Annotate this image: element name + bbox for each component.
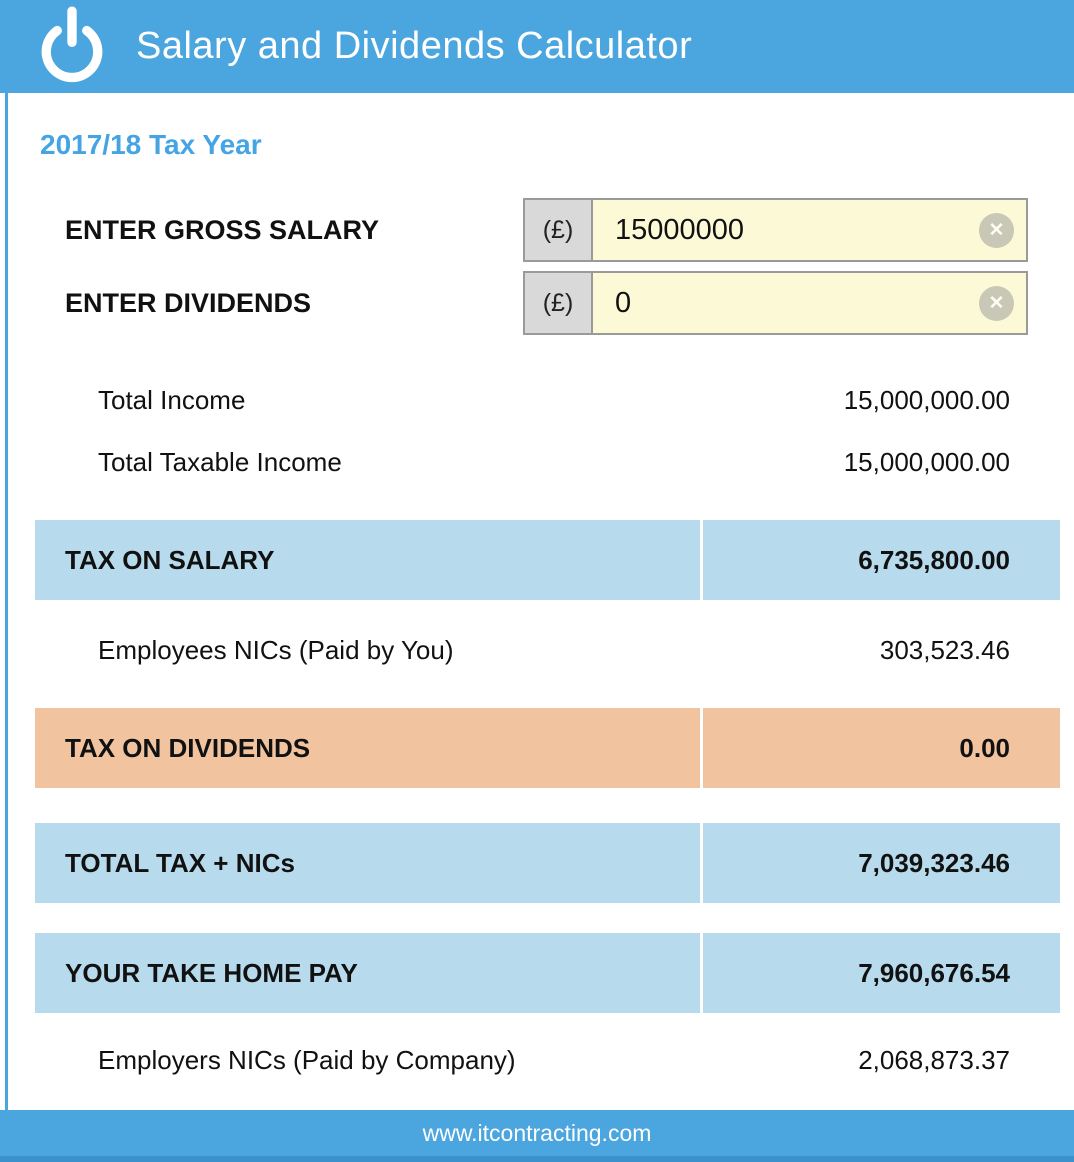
footer-bar <box>0 1110 1074 1162</box>
row-value: 7,960,676.54 <box>703 933 1060 1013</box>
dividends-label: ENTER DIVIDENDS <box>65 287 312 318</box>
dividends-input-group <box>523 271 1028 335</box>
row-value: 0.00 <box>703 708 1060 788</box>
tax-year-heading: 2017/18 Tax Year <box>40 129 262 160</box>
row-label: Employees NICs (Paid by You) <box>98 634 454 665</box>
tax-on-salary-row <box>35 520 1060 600</box>
clear-dividends-icon[interactable] <box>979 286 1014 321</box>
row-value: 303,523.46 <box>879 634 1010 665</box>
row-label: Total Income <box>98 384 246 415</box>
gross-salary-label: ENTER GROSS SALARY <box>65 214 380 245</box>
row-label: TAX ON DIVIDENDS <box>35 708 700 788</box>
total-tax-nics-row <box>35 823 1060 903</box>
dividends-input[interactable] <box>593 273 979 333</box>
row-label: Total Taxable Income <box>98 446 342 477</box>
app-header <box>0 0 1074 93</box>
footer-site-link[interactable]: www.itcontracting.com <box>422 1119 652 1146</box>
currency-prefix: (£) <box>525 200 593 260</box>
row-label: TOTAL TAX + NICs <box>35 823 700 903</box>
row-label: TAX ON SALARY <box>35 520 700 600</box>
gross-salary-input[interactable] <box>593 200 979 260</box>
tax-on-dividends-row <box>35 708 1060 788</box>
take-home-pay-row <box>35 933 1060 1013</box>
row-value: 6,735,800.00 <box>703 520 1060 600</box>
clear-icon-glyph: ✕ <box>988 292 1005 314</box>
row-value: 2,068,873.37 <box>858 1044 1010 1075</box>
total-taxable-income-row <box>35 431 1060 493</box>
row-label: Employers NICs (Paid by Company) <box>98 1044 516 1075</box>
content-left-border <box>5 93 8 1110</box>
calculator-body <box>0 131 1074 1091</box>
employees-nics-row <box>35 619 1060 681</box>
row-label: YOUR TAKE HOME PAY <box>35 933 700 1013</box>
page-title: Salary and Dividends Calculator <box>136 25 693 67</box>
total-income-row <box>35 369 1060 431</box>
row-value: 7,039,323.46 <box>703 823 1060 903</box>
currency-prefix: (£) <box>525 273 593 333</box>
employers-nics-row <box>35 1029 1060 1091</box>
gross-salary-row <box>35 197 1060 263</box>
clear-gross-salary-icon[interactable] <box>979 213 1014 248</box>
gross-salary-input-group <box>523 198 1028 262</box>
row-value: 15,000,000.00 <box>843 446 1010 477</box>
power-icon <box>33 6 111 88</box>
row-value: 15,000,000.00 <box>843 384 1010 415</box>
clear-icon-glyph: ✕ <box>988 219 1005 241</box>
dividends-row <box>35 270 1060 336</box>
